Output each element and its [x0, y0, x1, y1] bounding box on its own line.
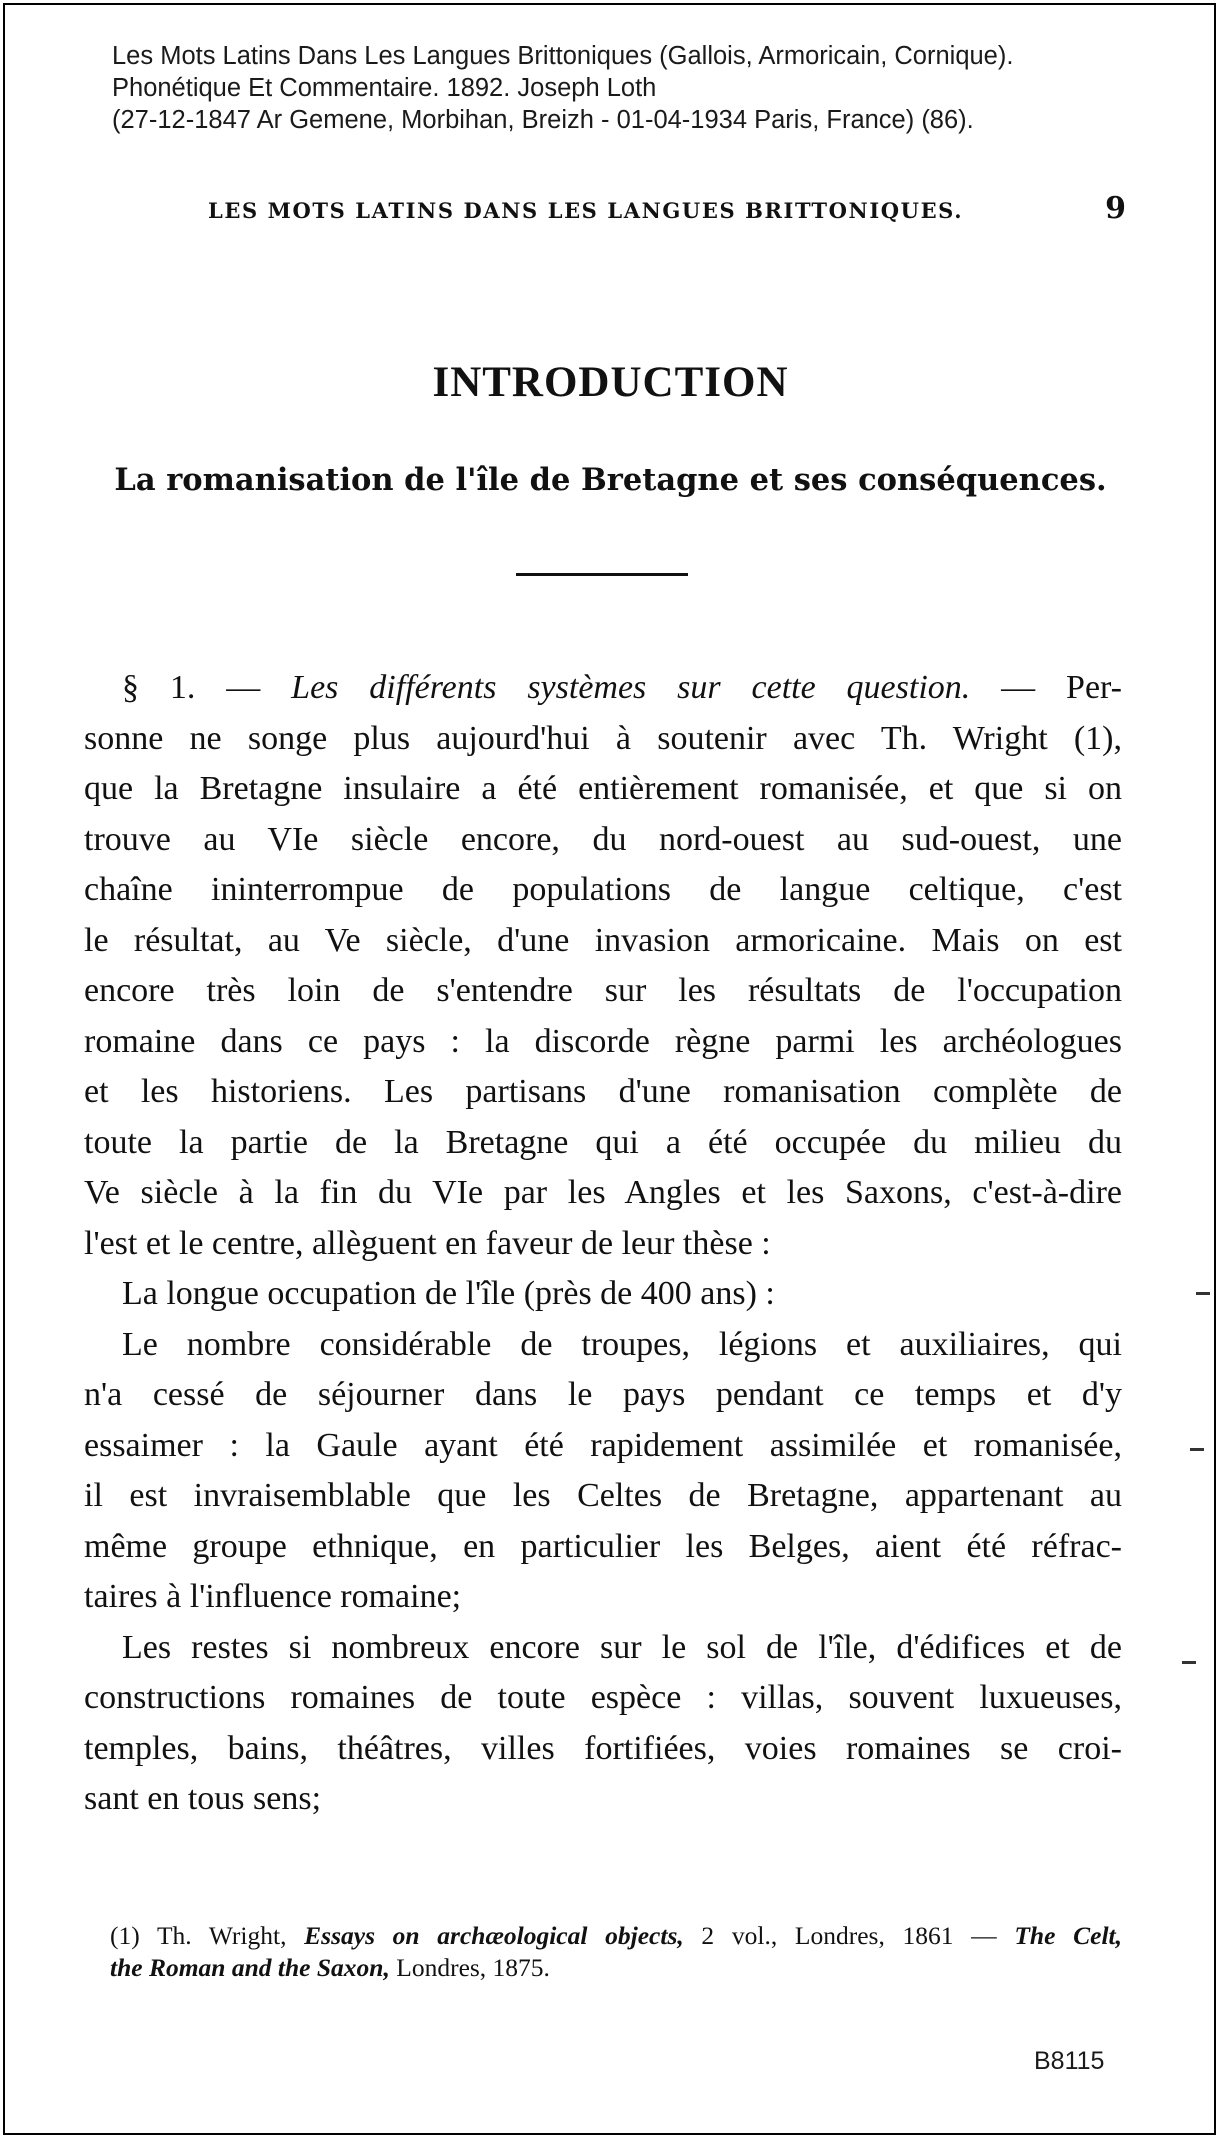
body-line: constructions romaines de toute espèce : villas, souvent luxueuses,	[84, 1679, 1122, 1716]
margin-mark	[1190, 1448, 1204, 1451]
footnote-work-2a: The Celt,	[1014, 1921, 1122, 1950]
footnote-work-2b: the Roman and the Saxon,	[110, 1953, 390, 1982]
body-line: que la Bretagne insulaire a été entièrement romanisée, et que si on	[84, 770, 1122, 807]
body-line: Les restes si nombreux encore sur le sol de l'île, d'édifices et de	[122, 1628, 1122, 1666]
body-line: romaine dans ce pays : la discorde règne parmi les archéologues	[84, 1022, 1122, 1060]
body-line: l'est et le centre, allèguent en faveur de leur thèse :	[84, 1224, 771, 1262]
metadata-line-3: (27-12-1847 Ar Gemene, Morbihan, Breizh - 01-04-1934 Paris, France) (86).	[112, 106, 974, 134]
footnote-line-2: the Roman and the Saxon, Londres, 1875.	[110, 1953, 550, 1982]
body-line: il est invraisemblable que les Celtes de Bretagne, appartenant au	[84, 1477, 1122, 1514]
footnote-work-1: Essays on archæological objects,	[304, 1921, 684, 1950]
margin-mark	[1182, 1661, 1196, 1664]
running-title: LES MOTS LATINS DANS LES LANGUES BRITTONIQUES.	[208, 198, 964, 223]
body-line: Ve siècle à la fin du VIe par les Angles et les Saxons, c'est-à-dire	[84, 1174, 1122, 1211]
source-metadata	[112, 40, 1162, 136]
body-line: taires à l'influence romaine;	[84, 1578, 462, 1615]
metadata-line-1: Les Mots Latins Dans Les Langues Brittoniques (Gallois, Armoricain, Cornique).	[112, 42, 1014, 70]
body-line: essaimer : la Gaule ayant été rapidement assimilée et romanisée,	[84, 1426, 1122, 1464]
page-number: 9	[1105, 191, 1126, 226]
body-line: même groupe ethnique, en particulier les Belges, aient été réfrac-	[84, 1527, 1122, 1565]
body-line: toute la partie de la Bretagne qui a été occupée du milieu du	[84, 1123, 1122, 1161]
body-line: chaîne ininterrompue de populations de langue celtique, c'est	[84, 871, 1122, 908]
body-line: sonne ne songe plus aujourd'hui à soutenir avec Th. Wright (1),	[84, 719, 1122, 757]
footnote-line-1: (1) Th. Wright, Essays on archæological objects, 2 vol., Londres, 1861 — The Celt,	[110, 1921, 1122, 1950]
body-line: Le nombre considérable de troupes, légions et auxiliaires, qui	[122, 1325, 1122, 1363]
chapter-title: INTRODUCTION	[432, 359, 789, 406]
body-line: § 1. — Les différents systèmes sur cette question. — Per-	[122, 669, 1122, 706]
body-line: sant en tous sens;	[84, 1780, 322, 1817]
catalog-code: B8115	[1034, 2047, 1105, 2075]
footnote	[110, 1920, 1122, 1984]
body-line: n'a cessé de séjourner dans le pays pendant ce temps et d'y	[84, 1376, 1122, 1413]
body-line: La longue occupation de l'île (près de 400 ans) :	[122, 1275, 775, 1312]
body-line: encore très loin de s'entendre sur les résultats de l'occupation	[84, 972, 1122, 1009]
title-rule	[516, 573, 688, 576]
metadata-line-2: Phonétique Et Commentaire. 1892. Joseph Loth	[112, 74, 657, 102]
section-mark: § 1. —	[122, 669, 292, 706]
chapter-subtitle: La romanisation de l'île de Bretagne et ses conséquences.	[114, 462, 1107, 498]
body-line: et les historiens. Les partisans d'une romanisation complète de	[84, 1073, 1122, 1110]
margin-mark	[1196, 1292, 1210, 1295]
section-heading: Les différents systèmes sur cette question.	[291, 669, 971, 706]
body-line: le résultat, au Ve siècle, d'une invasion armoricaine. Mais on est	[84, 921, 1122, 959]
running-header	[208, 191, 1126, 226]
body-line: temples, bains, théâtres, villes fortifiées, voies romaines se croi-	[84, 1729, 1122, 1767]
body-line: trouve au VIe siècle encore, du nord-ouest au sud-ouest, une	[84, 820, 1122, 858]
body-text	[84, 663, 1122, 1825]
